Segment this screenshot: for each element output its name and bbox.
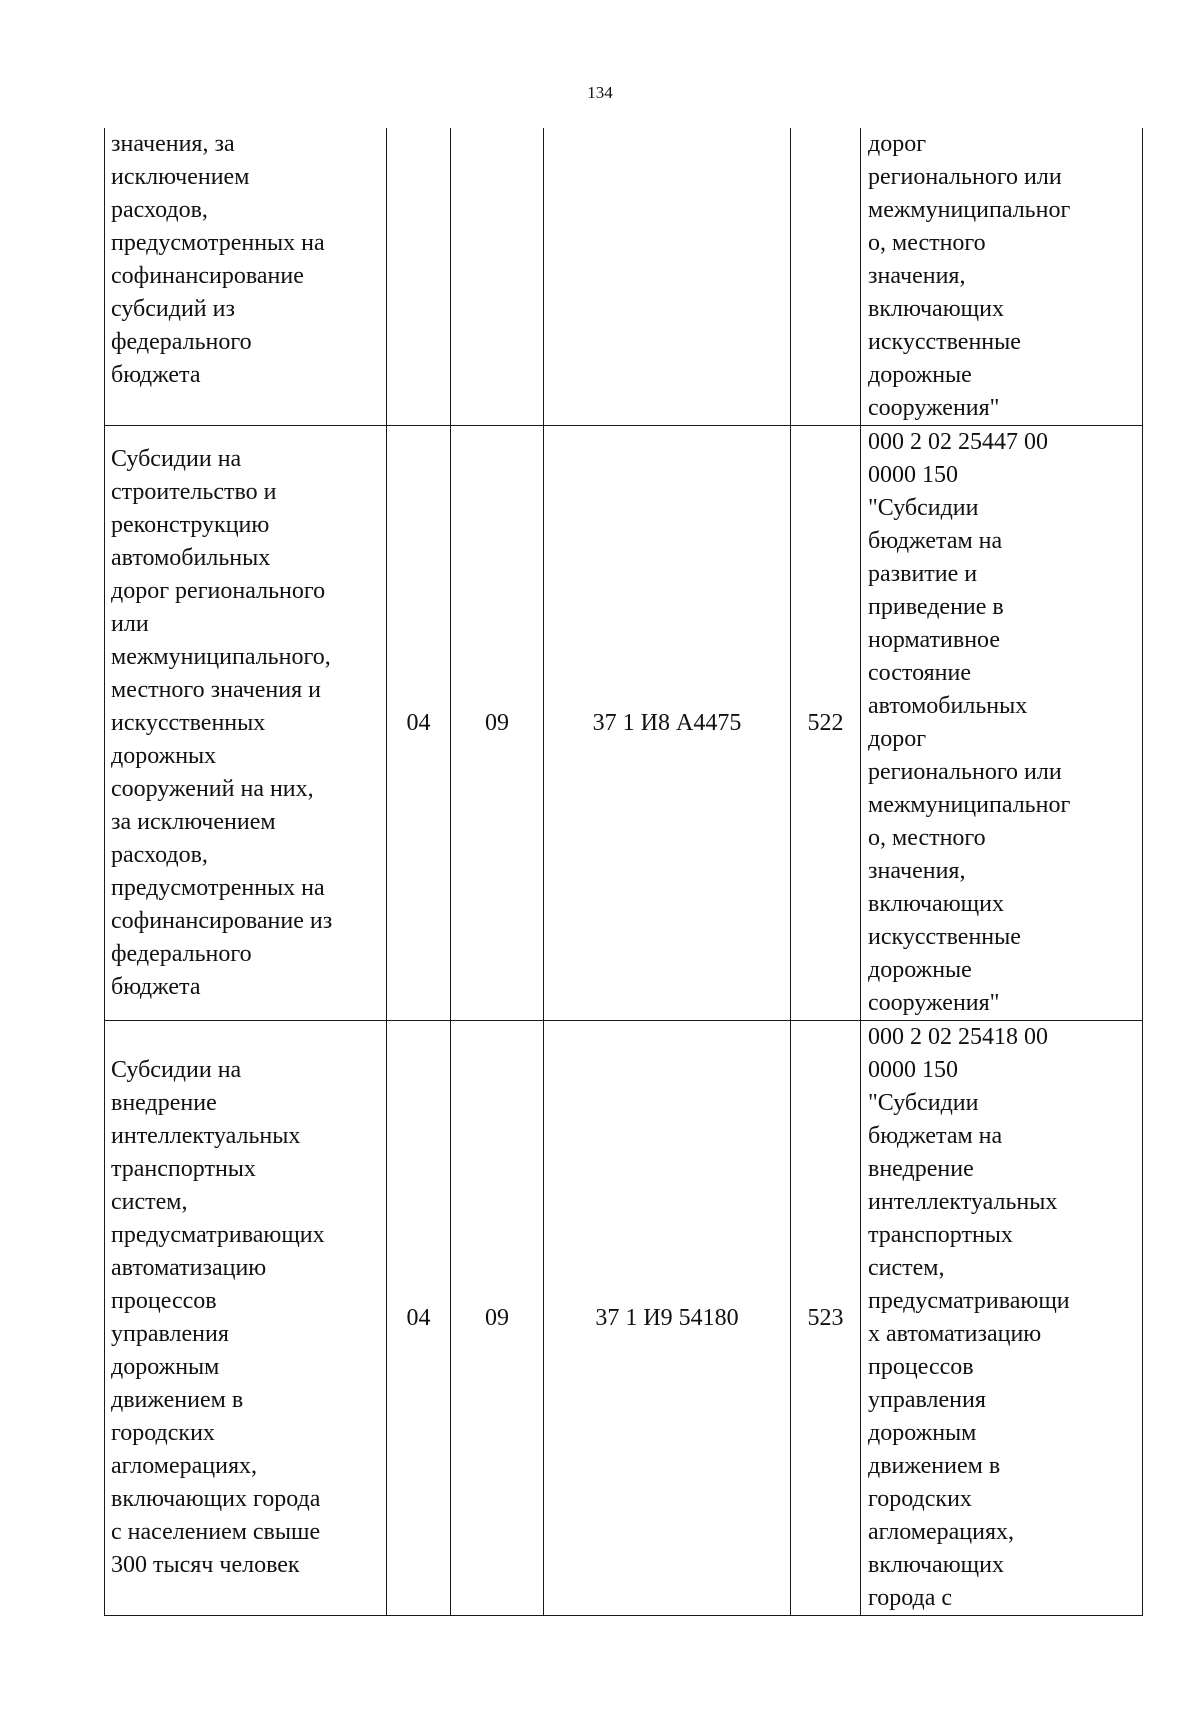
section-code-cell: 04 [387,1021,451,1616]
section-code-cell [387,128,451,426]
table-row [105,426,1143,1021]
revenue-code-cell: 000 2 02 25418 00 0000 150 "Субсидии бюджетам на внедрение интеллектуальных транспортных систем, предусматривающи х автоматизацию процессов управления дорожным движением в городских агломерациях, включающих города с [861,1021,1143,1616]
target-article-cell: 37 1 И9 54180 [544,1021,791,1616]
table-row [105,128,1143,426]
expense-type-cell [791,128,861,426]
subsection-code-cell: 09 [451,1021,544,1616]
name-cell: Субсидии на внедрение интеллектуальных транспортных систем, предусматривающих автоматизацию процессов управления дорожным движением в городских агломерациях, включающих города с населением свыше 300 тысяч человек [105,1021,387,1616]
revenue-code-cell: 000 2 02 25447 00 0000 150 "Субсидии бюджетам на развитие и приведение в нормативное состояние автомобильных дорог регионального или межмуниципальног о, местного значения, включающих искусственные дорожные сооружения" [861,426,1143,1021]
expense-type-cell: 523 [791,1021,861,1616]
page-number: 134 [587,83,613,102]
revenue-code-cell: дорог регионального или межмуниципальног о, местного значения, включающих искусственные дорожные сооружения" [861,128,1143,426]
name-cell: Субсидии на строительство и реконструкцию автомобильных дорог регионального или межмуниципального, местного значения и искусственных дорожных сооружений на них, за исключением расходов, предусмотренных на софинансирование из федерального бюджета [105,426,387,1021]
expense-type-cell: 522 [791,426,861,1021]
table-row [105,1021,1143,1616]
budget-table [104,128,1143,1616]
subsection-code-cell: 09 [451,426,544,1021]
name-cell: значения, за исключением расходов, предусмотренных на софинансирование субсидий из федерального бюджета [105,128,387,426]
section-code-cell: 04 [387,426,451,1021]
target-article-cell: 37 1 И8 А4475 [544,426,791,1021]
subsection-code-cell [451,128,544,426]
target-article-cell [544,128,791,426]
